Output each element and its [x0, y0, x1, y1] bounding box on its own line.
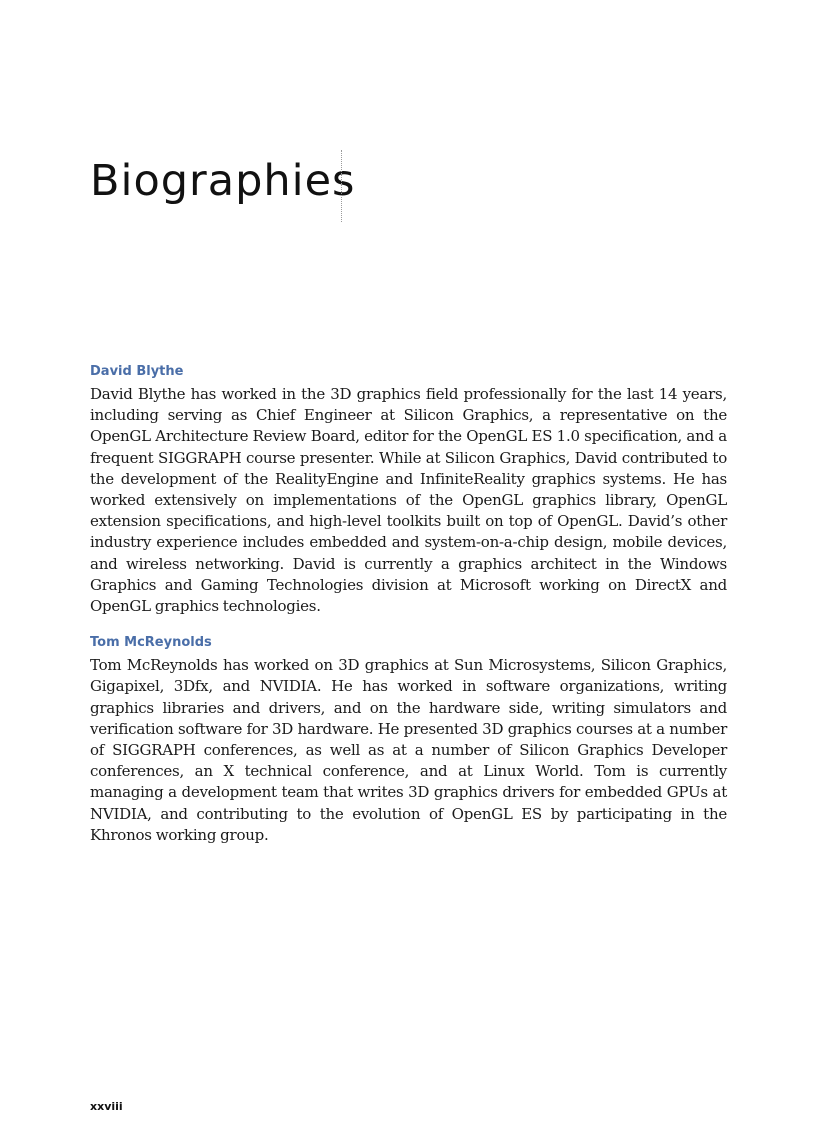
biography-text: Tom McReynolds has worked on 3D graphics at Sun Microsystems, Silicon Graphics, Gigapixel, 3Dfx, and NVIDIA. He has worked in software organizations, writing graphics libraries and drivers, and on the hardware side, writing simulators and verification software for 3D hardware. He presented 3D graphics courses at a number of SIGGRAPH conferences, as well as at a number of Silicon Graphics Developer conferences, an X technical conference, and at Linux World. Tom is currently managing a development team that writes 3D graphics drivers for embedded GPUs at NVIDIA, and contributing to the evolution of OpenGL ES by participating in the Khronos working group.	[90, 656, 727, 844]
biography-name: Tom McReynolds	[90, 635, 212, 651]
title-divider-rule	[341, 150, 342, 222]
biography-text: David Blythe has worked in the 3D graphics field professionally for the last 14 years, including serving as Chief Engineer at Silicon Graphics, a representative on the OpenGL Architecture Review Board, editor for the OpenGL ES 1.0 specification, and a frequent SIGGRAPH course presenter. While at Silicon Graphics, David contributed to the development of the RealityEngine and InfiniteReality graphics systems. He has worked extensively on implementations of the OpenGL graphics library, OpenGL extension specifications, and high-level toolkits built on top of OpenGL. David’s other industry experience includes embedded and system-on-a-chip design, mobile devices, and wireless networking. David is currently a graphics architect in the Windows Graphics and Gaming Technologies division at Microsoft working on DirectX and OpenGL graphics technologies.	[90, 385, 727, 616]
biographies-section	[90, 362, 727, 862]
chapter-title: Biographies	[90, 156, 356, 206]
page-number: xxviii	[90, 1100, 123, 1113]
biography-name: David Blythe	[90, 364, 184, 379]
biography-entry	[90, 633, 727, 846]
biography-entry	[90, 362, 727, 617]
